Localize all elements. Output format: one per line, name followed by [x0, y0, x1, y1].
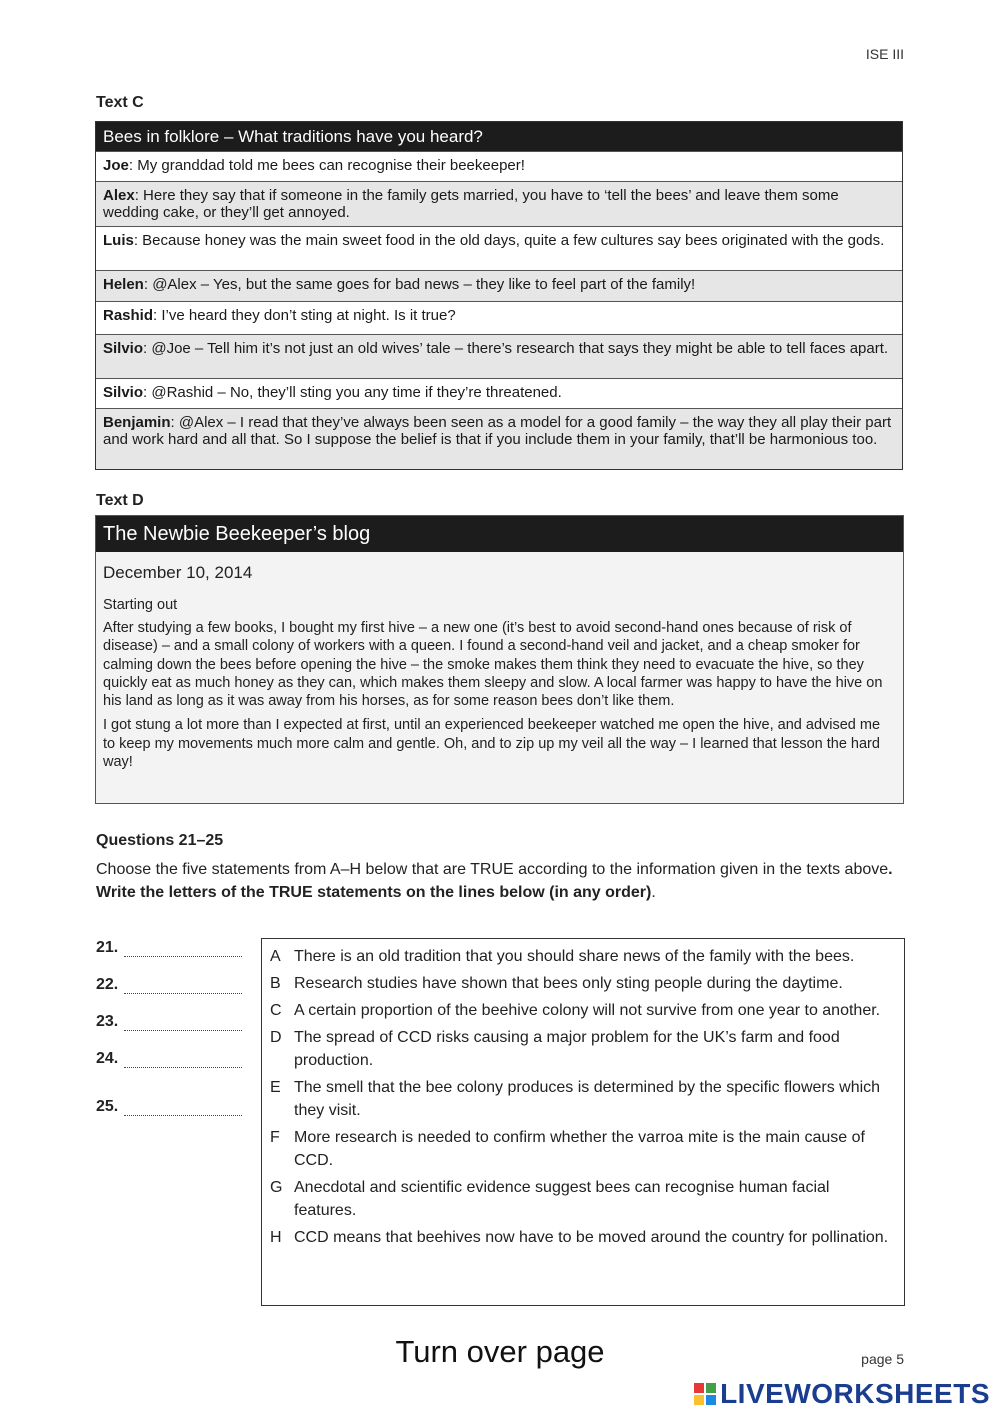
answer-number: 24. — [96, 1050, 119, 1067]
statement-item — [270, 972, 896, 995]
statement-text: Anecdotal and scientific evidence suggest bees can recognise human facial features. — [294, 1179, 830, 1219]
forum-post — [96, 226, 902, 270]
statement-text: More research is needed to confirm whether the varroa mite is the main cause of CCD. — [294, 1129, 865, 1169]
forum-post — [96, 270, 902, 301]
instr-part: . Write the letters of the — [96, 861, 893, 901]
instr-part: TRUE — [269, 884, 313, 901]
instr-part: five statements — [182, 861, 290, 878]
forum-thread — [95, 121, 903, 470]
statement-item — [270, 999, 896, 1022]
post-author: Joe — [103, 157, 129, 174]
exam-level-label: ISE III — [865, 46, 904, 62]
questions-instructions — [96, 858, 896, 904]
post-text: : @Joe – Tell him it’s not just an old wives’ tale – there’s research that says they might be able to tell faces apart. — [143, 340, 889, 357]
logo-grid-icon — [694, 1383, 716, 1405]
post-text: : @Rashid – No, they’ll sting you any time if they’re threatened. — [143, 384, 562, 401]
logo-text: LIVEWORKSHEETS — [720, 1378, 990, 1409]
instr-part: according to the information given in the texts above — [513, 861, 889, 878]
statement-letter: A — [270, 948, 281, 965]
answer-number: 25. — [96, 1098, 119, 1115]
statement-letter: F — [270, 1129, 280, 1146]
answer-number: 22. — [96, 976, 119, 993]
post-text: : @Alex – Yes, but the same goes for bad news – they like to feel part of the family! — [143, 276, 696, 293]
blog-post-title: Starting out — [103, 597, 178, 613]
statement-item — [270, 1126, 896, 1172]
answer-blank[interactable] — [124, 1018, 242, 1031]
post-author: Silvio — [103, 384, 144, 401]
statement-letter: G — [270, 1179, 283, 1196]
post-text: : I’ve heard they don’t sting at night. Is it true? — [153, 307, 456, 324]
answer-number: 21. — [96, 939, 119, 956]
blog-post — [95, 515, 904, 804]
blog-paragraph: After studying a few books, I bought my first hive – a new one (it’s best to avoid second-hand ones because of risk of disease) – and a small colony of workers with a queen. I found a second-hand veil and jacket, and a cheap smoker for calming down the bees before opening the hive – the smoke makes them think they need to evacuate the hive, so they quickly eat as much honey as they can, which makes them sleepy and slow. A local farmer was happy to have the hive on his land as long as it was away from his horses, as for some reason bees don’t like them. — [103, 620, 883, 710]
statement-letter: E — [270, 1079, 281, 1096]
post-text: : @Alex – I read that they’ve always been seen as a model for a good family – the way they all play their part and work hard and all that. So I suppose the belief is that if you include them in your family, that’ll be harmonious too. — [103, 414, 892, 448]
text-c-title: Text C — [96, 94, 144, 111]
post-author: Silvio — [103, 340, 144, 357]
answer-field-21[interactable] — [96, 939, 248, 957]
statement-item — [270, 1176, 896, 1222]
statement-text: CCD means that beehives now have to be moved around the country for pollination. — [294, 1229, 889, 1246]
statement-text: There is an old tradition that you should share news of the family with the bees. — [294, 948, 855, 965]
forum-heading: Bees in folklore – What traditions have you heard? — [96, 122, 902, 151]
forum-post — [96, 378, 902, 408]
post-author: Helen — [103, 276, 144, 293]
forum-post — [96, 181, 902, 226]
post-text: : Here they say that if someone in the family gets married, you have to ‘tell the bees’ and leave them some wedding cake, or they’ll get annoyed. — [103, 187, 839, 221]
answer-field-24[interactable] — [96, 1050, 248, 1068]
statement-text: Research studies have shown that bees only sting people during the daytime. — [294, 975, 843, 992]
statement-text: A certain proportion of the beehive colony will not survive from one year to another. — [294, 1002, 881, 1019]
instr-part: . — [651, 884, 656, 901]
answer-blank[interactable] — [124, 1103, 242, 1116]
statement-letter: D — [270, 1029, 282, 1046]
statement-letter: H — [270, 1229, 282, 1246]
answer-blank[interactable] — [124, 1055, 242, 1068]
instr-part: from A–H below that are — [289, 861, 471, 878]
answer-blank[interactable] — [124, 944, 242, 957]
statement-text: The smell that the bee colony produces is determined by the specific flowers which they visit. — [294, 1079, 881, 1119]
post-author: Luis — [103, 232, 134, 249]
blog-paragraph: I got stung a lot more than I expected at first, until an experienced beekeeper watched me open the hive, and advised me to keep my movements much more calm and gentle. Oh, and to zip up my veil all the way – I learned that lesson the hard way! — [103, 717, 881, 771]
statement-item — [270, 1076, 896, 1122]
forum-post — [96, 151, 902, 181]
liveworksheets-logo[interactable] — [694, 1378, 990, 1410]
questions-title: Questions 21–25 — [96, 832, 224, 849]
forum-post — [96, 301, 902, 334]
post-author: Benjamin — [103, 414, 171, 431]
post-text: : Because honey was the main sweet food in the old days, quite a few cultures say bees originated with the gods. — [133, 232, 885, 249]
text-d-title: Text D — [96, 492, 144, 509]
post-text: : My granddad told me bees can recognise their beekeeper! — [128, 157, 525, 174]
statement-text: The spread of CCD risks causing a major problem for the UK’s farm and food production. — [294, 1029, 840, 1069]
answer-field-25[interactable] — [96, 1098, 248, 1116]
page-number: page 5 — [861, 1351, 904, 1367]
statement-list — [261, 938, 905, 1306]
answer-blank[interactable] — [124, 981, 242, 994]
statement-item — [270, 1226, 896, 1249]
statement-letter: C — [270, 1002, 282, 1019]
instr-part: Choose the — [96, 861, 183, 878]
instr-part: TRUE — [470, 861, 514, 878]
post-author: Alex — [103, 187, 135, 204]
answer-field-23[interactable] — [96, 1013, 248, 1031]
statement-item — [270, 945, 896, 968]
statement-letter: B — [270, 975, 281, 992]
forum-post — [96, 408, 902, 469]
statement-item — [270, 1026, 896, 1072]
answer-number: 23. — [96, 1013, 119, 1030]
instr-part: statements on the lines below (in any order) — [312, 884, 652, 901]
forum-post — [96, 334, 902, 378]
blog-heading: The Newbie Beekeeper’s blog — [96, 516, 903, 552]
post-author: Rashid — [103, 307, 154, 324]
answer-field-22[interactable] — [96, 976, 248, 994]
blog-date: December 10, 2014 — [103, 563, 253, 582]
turn-over-notice: Turn over page — [395, 1334, 605, 1369]
